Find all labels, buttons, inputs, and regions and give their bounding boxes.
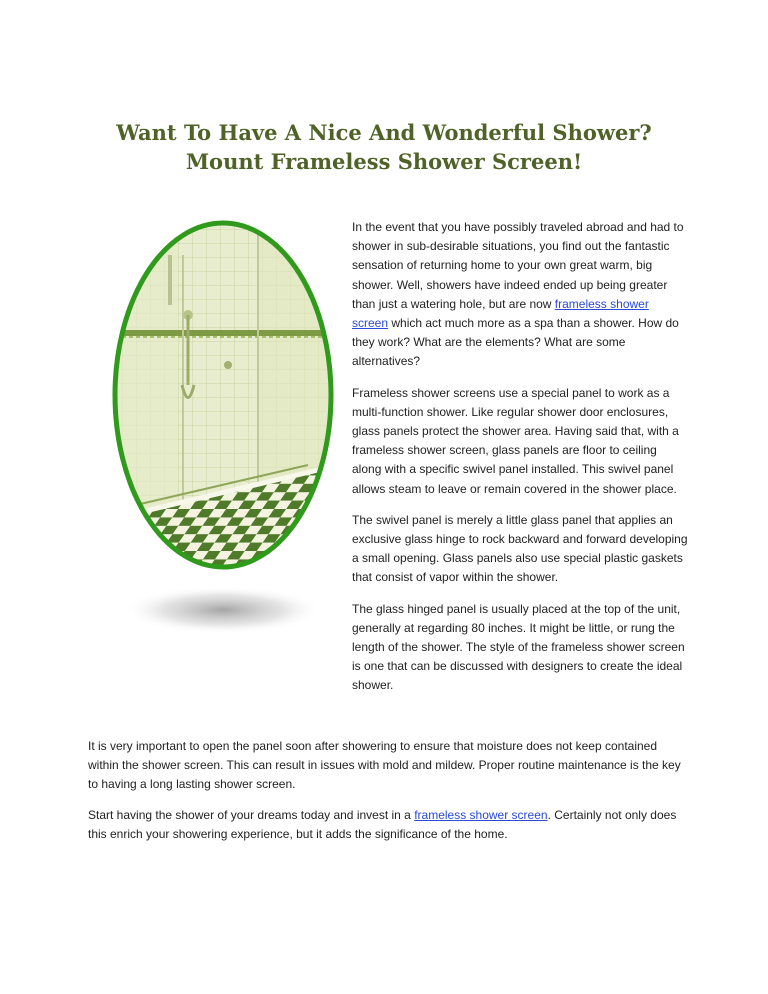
paragraph-1-text-end: which act much more as a spa than a shower. How do they work? What are the elements? What are some alternatives?	[352, 316, 679, 369]
title-line-1: Want To Have A Nice And Wonderful Shower?	[116, 120, 652, 145]
shower-photo	[108, 215, 338, 640]
paragraph-6-block	[88, 806, 688, 844]
document-title	[80, 118, 688, 176]
paragraph-5-block	[88, 737, 688, 795]
paragraph-6-text: Start having the shower of your dreams today and invest in a	[88, 808, 415, 822]
frameless-shower-screen-link-1[interactable]: frameless shower screen	[352, 296, 649, 331]
title-line-2: Mount Frameless Shower Screen!	[185, 149, 583, 174]
paragraph-6	[88, 806, 688, 844]
paragraph-1-text: In the event that you have possibly traveled abroad and had to shower in sub-desirable situations, you find out the fantastic sensation of returning home to your own great warm, big shower. Well, showers have indeed ended up being greater than just a watering hole, but are now	[352, 220, 684, 311]
frameless-shower-screen-link-2[interactable]: frameless shower screen	[414, 808, 548, 822]
paragraph-6-text-end: . Certainly not only does this enrich your showering experience, but it adds the significance of the home.	[88, 808, 677, 842]
paragraph-3: The swivel panel is merely a little glass panel that applies an exclusive glass hinge to rock backward and forward developing a small opening. Glass panels also use special plastic gaskets that consist of vapor within the shower.	[352, 512, 688, 585]
paragraph-4: The glass hinged panel is usually placed at the top of the unit, generally at regarding 80 inches. It might be little, or rung the length of the shower. The style of the frameless shower screen is one that can be discussed with designers to create the ideal shower.	[352, 601, 685, 693]
paragraph-5: It is very important to open the panel soon after showering to ensure that moisture does not keep contained within the shower screen. This can result in issues with mold and mildew. Proper routine maintenance is the key to having a long lasting shower screen.	[88, 739, 681, 792]
right-column-text	[352, 218, 688, 708]
paragraph-1	[352, 218, 688, 372]
shower-photo-icon	[108, 215, 338, 640]
paragraph-2: Frameless shower screens use a special panel to work as a multi-function shower. Like regular shower door enclosures, glass panels protect the shower area. Having said that, with a frameless shower screen, glass panels are floor to ceiling along with a specific swivel panel installed. This swivel panel allows steam to leave or remain covered in the shower place.	[352, 385, 679, 496]
